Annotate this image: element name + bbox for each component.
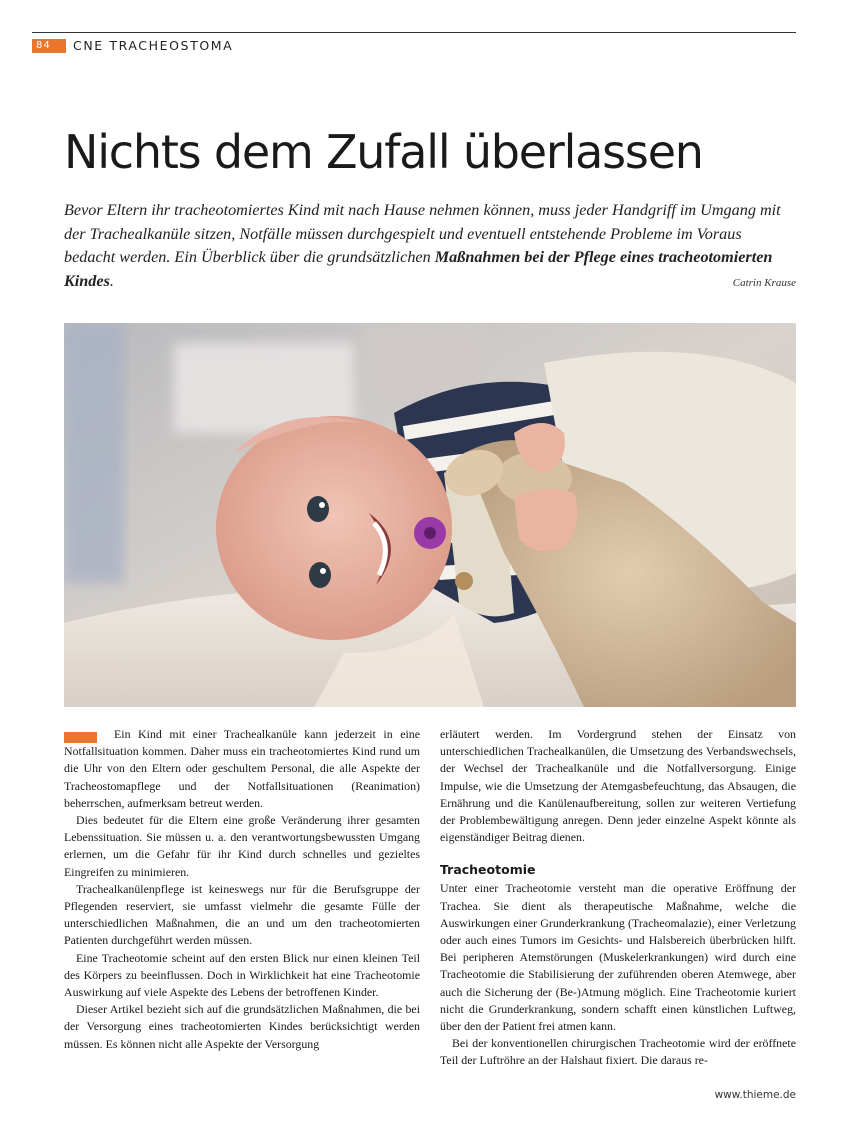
article-title: Nichts dem Zufall überlassen <box>64 125 703 179</box>
text-column-1 <box>64 726 420 1053</box>
text-column-2 <box>440 726 796 1070</box>
baby-photo-illustration <box>64 323 796 707</box>
paragraph: erläutert werden. Im Vordergrund stehen der Einsatz von unterschiedlichen Trachealkanülen, die Umsetzung des Verbandswechsels, der Wechsel der Trachealkanüle und die Notfallversorgung. Einige Impulse, wie die Umsetzung der Atemgasbefeuchtung, das Absaugen, die Ernährung und die Kanülenaufbereitung, sollen zur weiteren Vertiefung der Problembewältigung anregen. Denn jeder einzelne Aspekt könnte als eigenständiger Beitrag dienen. <box>440 727 796 845</box>
section-title: CNE TRACHEOSTOMA <box>73 38 234 53</box>
author-name: Catrin Krause <box>732 277 796 289</box>
lead-text: Bevor Eltern ihr tracheotomiertes Kind mit nach Hause nehmen können, muss jeder Handgriff im Umgang mit der Trachealkanüle sitzen, Notfälle müssen durchgespielt und eventuell entstehende Probleme im Voraus bedacht werden. Ein Überblick über die grundsätzlichen <box>64 201 781 266</box>
paragraph: Bei der konventionellen chirurgischen Tracheotomie wird der eröffnete Teil der Luftröhre an der Halshaut fixiert. Die daraus re- <box>440 1036 796 1068</box>
footer-url[interactable]: www.thieme.de <box>714 1089 796 1101</box>
paragraph: Eine Tracheotomie scheint auf den ersten Blick nur einen kleinen Teil des Körpers zu beeinflussen. Doch in Wirklichkeit hat eine Tracheotomie Auswirkung auf viele Aspekte des Lebens der betroffenen Kinder. <box>64 950 420 1000</box>
article-photo <box>64 323 796 707</box>
paragraph: Trachealkanülenpflege ist keineswegs nur für die Berufsgruppe der Pflegenden reserviert, sie umfasst vielmehr die gesamte Fülle der unterschiedlichen Maßnahmen, die an und um den tracheotomierten Patienten durchgeführt werden müssen. <box>64 881 420 948</box>
page-number: 84 <box>32 39 66 53</box>
paragraph-text: Ein Kind mit einer Trachealkanüle kann jederzeit in eine Notfallsituation kommen. Daher muss ein tracheotomiertes Kind rund um die Uhr von den Eltern oder geschultem Personal, die alle Aspekte der Tracheostomapflege und der Notfallsituationen (Reanimation) beherrschen, aufmerksam betreut werden. <box>64 727 420 810</box>
header-rule <box>32 32 796 33</box>
article-lead <box>64 199 796 293</box>
paragraph: Unter einer Tracheotomie versteht man die operative Eröffnung der Trachea. Sie dient als therapeutische Maßnahme, welche die Auswirkungen einer Grunderkrankung (Tracheomalazie), einer Verletzung oder auch eines Tumors im Gesichts- und Halsbereich überbrücken hilft. Bei peripheren Atemstörungen (Muskelerkrankungen) wird durch eine Tracheotomie die Stabilisierung der zuführenden oberen Atemwege, aber auch die Sicherung der (Be-)Atmung möglich. Eine Tracheotomie kuriert nicht die Grunderkrankung, sondern schafft einen künstlichen Luftweg, über den der Patient frei atmen kann. <box>440 881 796 1034</box>
subheading-tracheotomie: Tracheotomie <box>440 862 536 878</box>
lead-bold: Maßnahmen bei der Pflege eines tracheotomierten Kindes <box>64 248 773 290</box>
paragraph: Dieser Artikel bezieht sich auf die grundsätzlichen Maßnahmen, die bei der Versorgung eines tracheotomierten Kindes berücksichtigt werden müssen. Es können nicht alle Aspekte der Versorgung <box>64 1002 420 1051</box>
paragraph: Dies bedeutet für die Eltern eine große Veränderung ihrer gesamten Lebenssituation. Sie müssen u. a. den verantwortungsbewussten Umgang erlernen, um die Gefahr für ihr Kind durch schnelles und gezieltes Eingreifen zu minimieren. <box>64 813 420 879</box>
paragraph <box>64 726 420 812</box>
lead-end: . <box>109 271 114 290</box>
article-start-marker <box>64 732 97 743</box>
